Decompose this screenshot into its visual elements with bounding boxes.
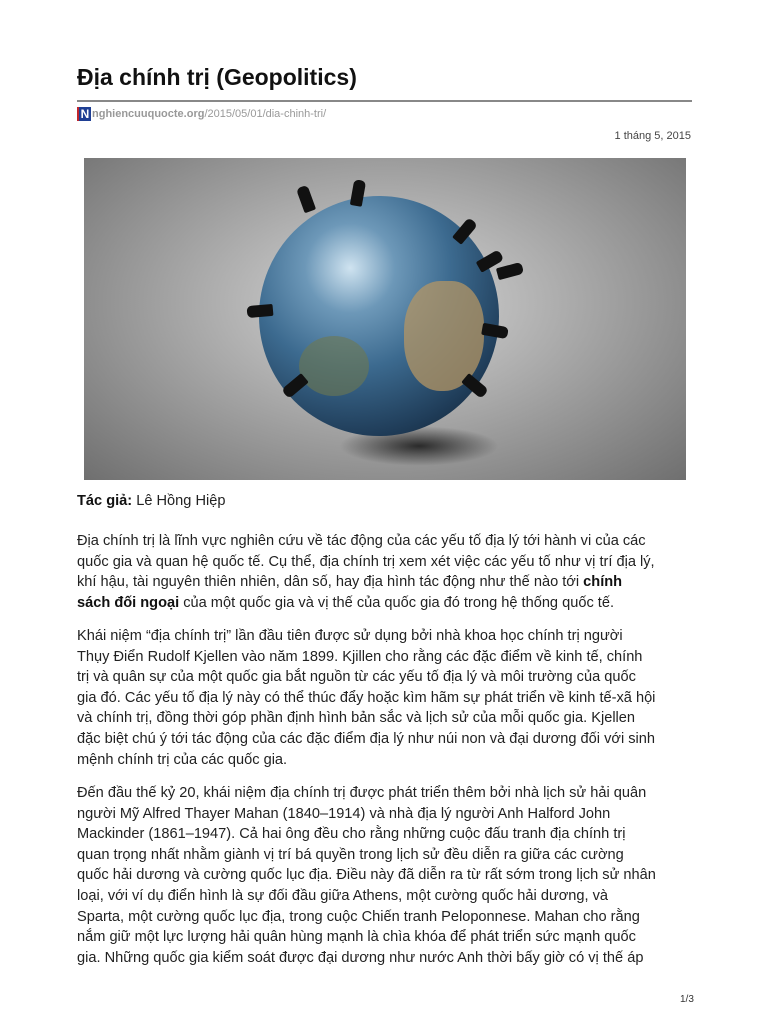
paragraph-1	[77, 531, 697, 613]
source-link[interactable]	[77, 107, 326, 121]
text-line: Địa chính trị là lĩnh vực nghiên cứu về tác động của các yếu tố địa lý tới hành vi của các	[77, 533, 646, 549]
text-line: quốc hải dương và cường quốc lục địa. Điều này đã diễn ra từ rất sớm trong lịch sử nhân	[77, 867, 656, 884]
text-line: Mackinder (1861–1947). Cả hai ông đều cho rằng những cuộc đấu tranh địa chính trị	[77, 826, 626, 843]
text-line: đặc biệt chú ý tới tác động của các đặc điểm địa lý như núi non và đại dương đối với sinh	[77, 730, 656, 747]
text-line: quan trọng nhất nhằm giành vị trí bá quyền trong lịch sử đều diễn ra giữa các cường	[77, 846, 624, 863]
title-divider	[77, 100, 692, 102]
text-line: gia đó. Các yếu tố địa lý này có thể thúc đẩy hoặc kìm hãm sự phát triển về kinh tế-xã hội	[77, 689, 656, 706]
text-span: của một quốc gia và vị thế của quốc gia đó trong hệ thống quốc tế.	[179, 594, 615, 611]
publish-date: 1 tháng 5, 2015	[614, 130, 691, 142]
text-line: quốc gia và quan hệ quốc tế. Cụ thể, địa chính trị xem xét việc các yếu tố như vị trí địa lý,	[77, 553, 655, 570]
text-line: nắm giữ một lực lượng hải quân hùng mạnh là chìa khóa để phát triển sức mạnh quốc	[77, 929, 636, 946]
bold-term: chính	[583, 574, 623, 591]
text-line: Sparta, một cường quốc lục địa, trong cuộc Chiến tranh Peloponnese. Mahan cho rằng	[77, 908, 640, 925]
author-name: Lê Hồng Hiệp	[132, 493, 226, 509]
chess-piece-icon	[247, 304, 274, 318]
author-label: Tác giả:	[77, 493, 133, 509]
text-span: khí hậu, tài nguyên thiên nhiên, dân số, hay địa hình tác động như thế nào tới	[77, 574, 584, 591]
text-line: Thụy Điển Rudolf Kjellen vào năm 1899. Kjillen cho rằng các đặc điểm về kinh tế, chính	[77, 648, 643, 665]
text-line: và chính trị, đồng thời góp phần định hình bản sắc và lịch sử của mỗi quốc gia. Kjellen	[77, 710, 636, 727]
hero-image-globe-chess	[84, 158, 686, 480]
text-line	[77, 593, 697, 614]
text-line: trị và quân sự của một quốc gia bắt nguồn từ các yếu tố địa lý và môi trường của quốc	[77, 669, 636, 686]
chess-piece-icon	[296, 185, 316, 214]
text-line: Khái niệm “địa chính trị” lần đầu tiên được sử dụng bởi nhà khoa học chính trị người	[77, 628, 623, 644]
source-domain[interactable]: nghiencuuquocte.org	[92, 108, 205, 120]
text-line: loại, với ví dụ điển hình là sự đối đầu giữa Athens, một cường quốc hải dương, và	[77, 887, 609, 904]
text-line: người Mỹ Alfred Thayer Mahan (1840–1914) và nhà địa lý người Anh Halford John	[77, 805, 611, 822]
page-number: 1/3	[680, 994, 694, 1005]
text-line: mệnh chính trị của các quốc gia.	[77, 751, 288, 768]
bold-term: sách đối ngoại	[77, 594, 180, 611]
text-line: gia. Những quốc gia kiểm soát được đại dương như nước Anh thời bấy giờ có vị thế áp	[77, 949, 644, 966]
text-line: Đến đầu thế kỷ 20, khái niệm địa chính trị được phát triển thêm bởi nhà lịch sử hải quân	[77, 785, 647, 801]
americas-landmass	[299, 336, 369, 396]
paragraph-2	[77, 626, 697, 770]
chess-piece-icon	[496, 262, 524, 280]
paragraph-3	[77, 783, 697, 968]
africa-landmass	[404, 281, 484, 391]
page-title: Địa chính trị (Geopolitics)	[77, 64, 357, 90]
source-path[interactable]: /2015/05/01/dia-chinh-tri/	[204, 108, 327, 120]
site-logo-icon: N	[77, 107, 91, 121]
text-line	[77, 572, 697, 593]
author-line	[77, 491, 697, 512]
